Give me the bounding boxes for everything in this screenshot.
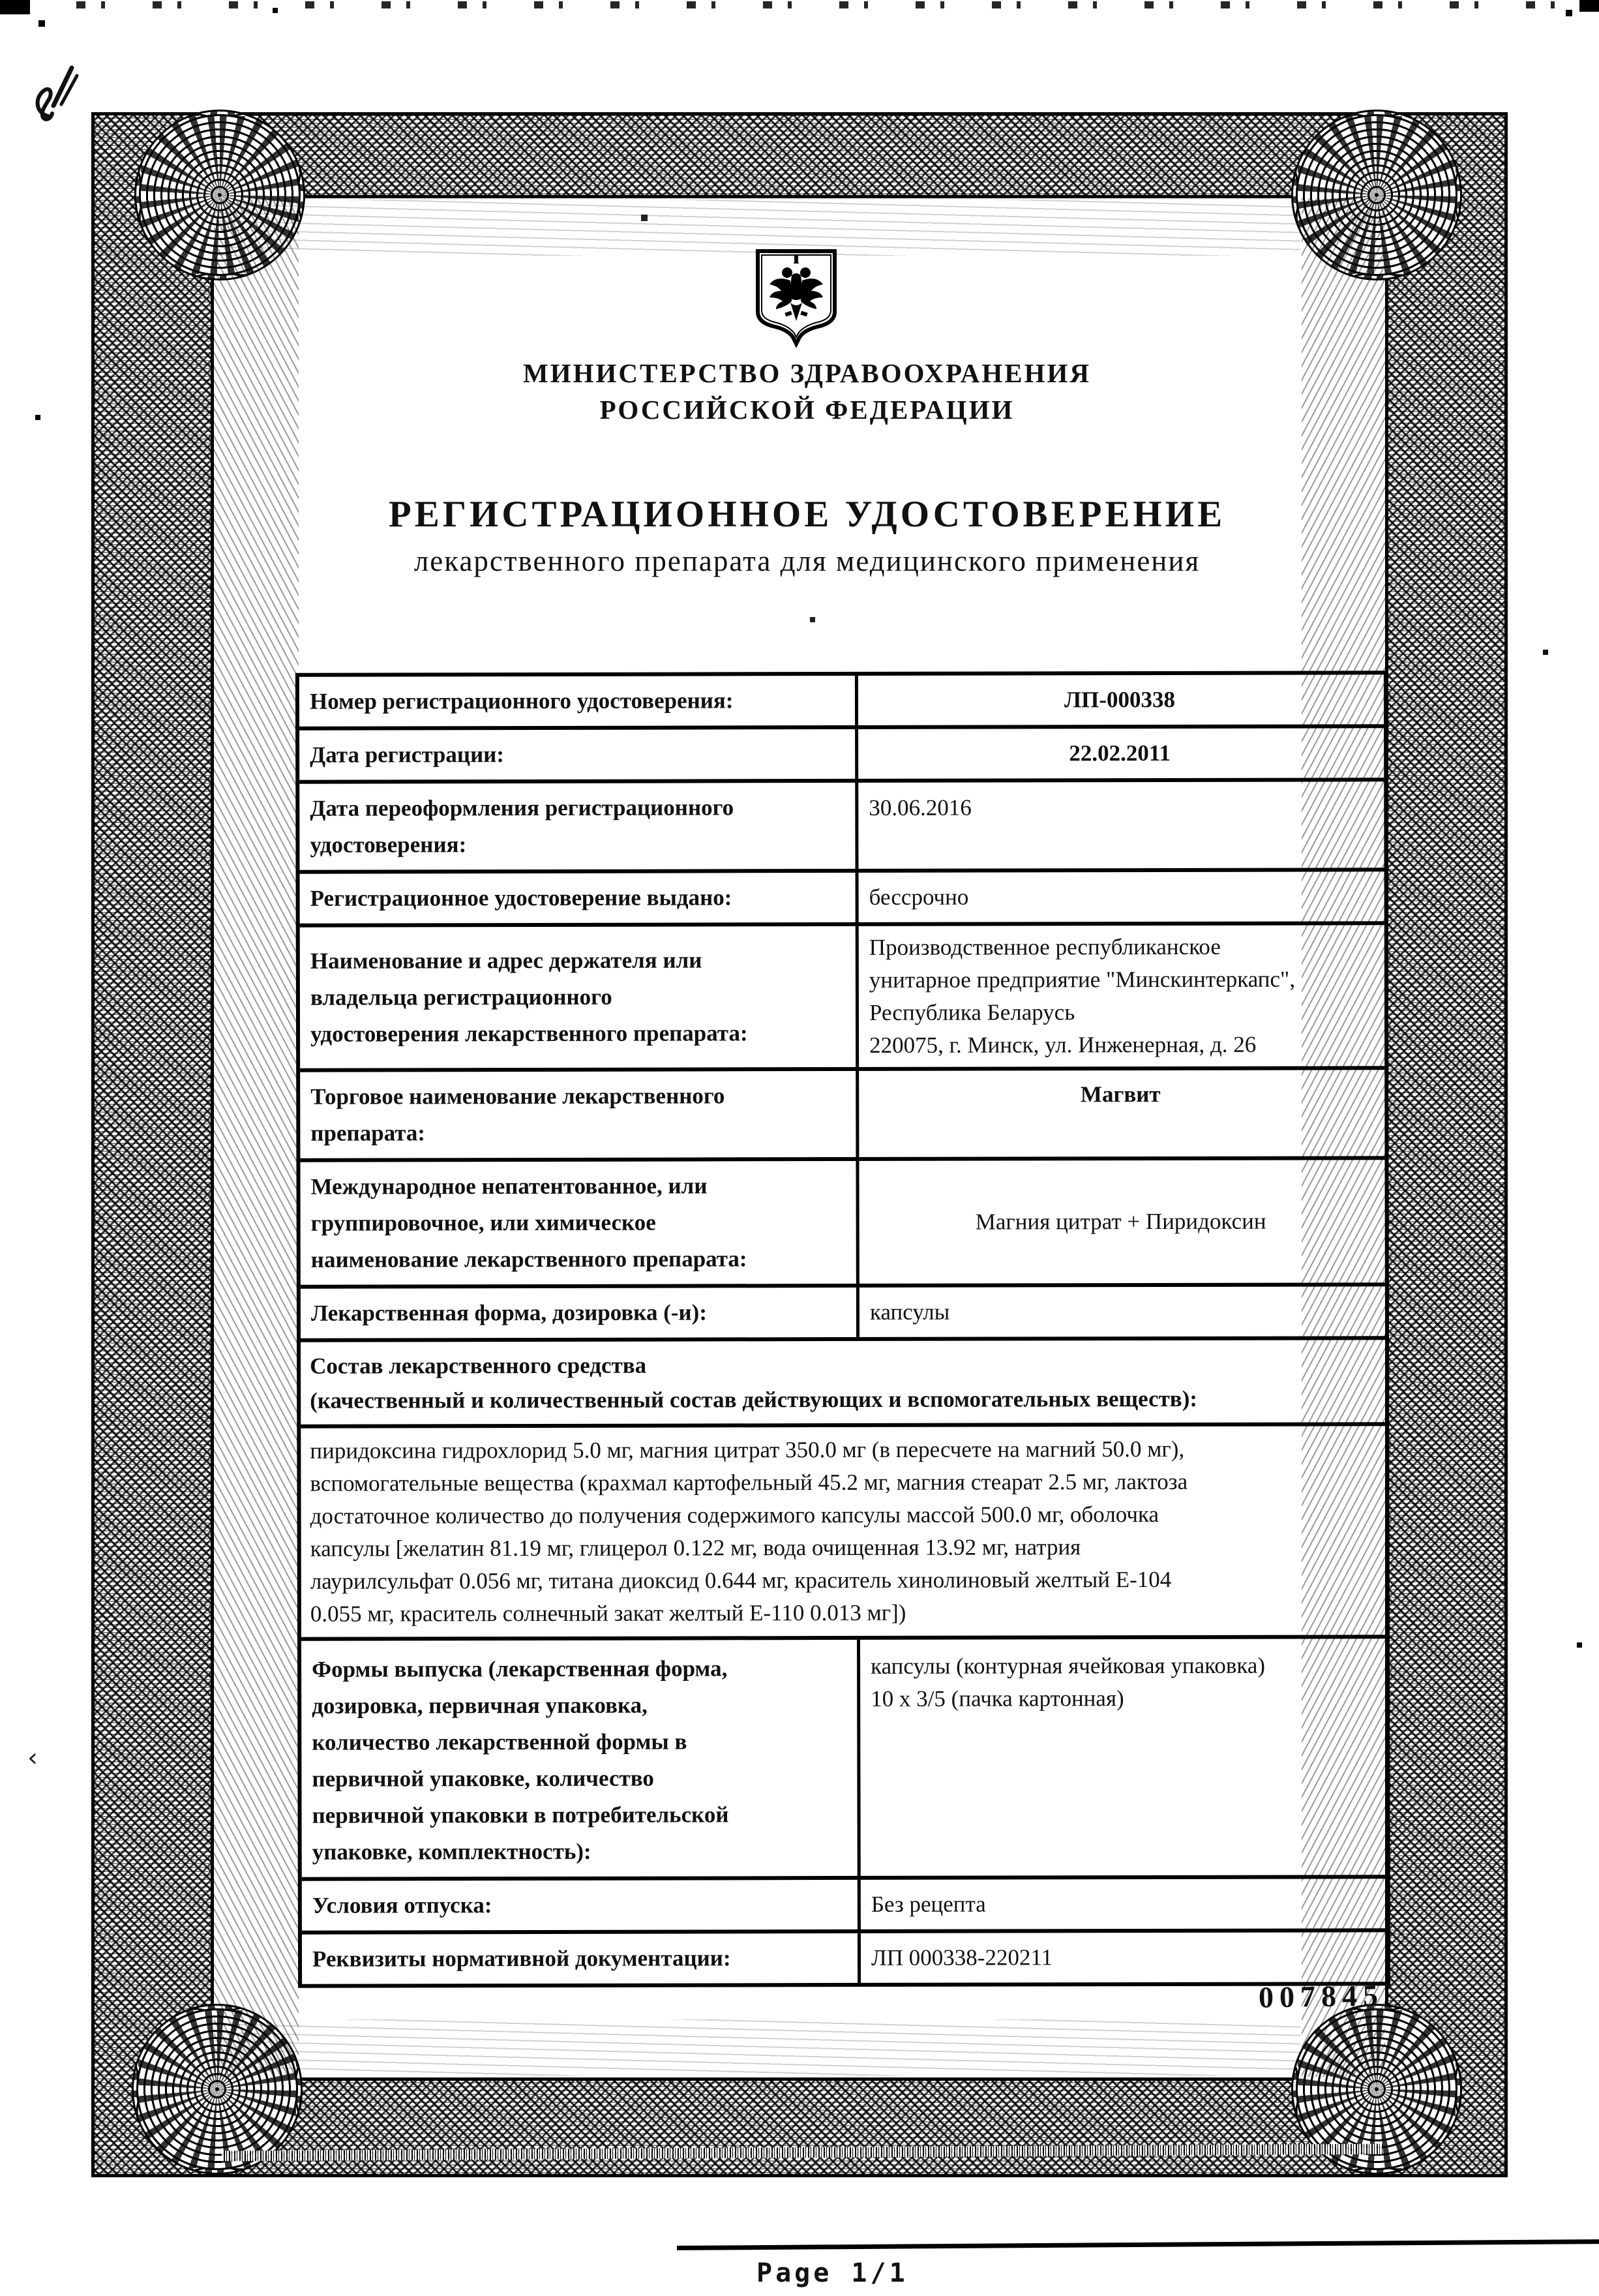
body-line: 0.055 мг, краситель солнечный закат желтый Е-110 0.013 мг]) bbox=[310, 1599, 906, 1627]
table-row-registration-date bbox=[299, 728, 1384, 783]
handwritten-tick-mark: ‹ bbox=[27, 1743, 38, 1773]
document-subtitle: лекарственного препарата для медицинского применения bbox=[413, 545, 1201, 577]
row-value bbox=[855, 728, 1384, 779]
label-line: Номер регистрационного удостоверения: bbox=[309, 687, 734, 714]
row-label bbox=[302, 1933, 858, 1984]
value-line: капсулы bbox=[869, 1299, 950, 1325]
double-headed-eagle-shield-icon bbox=[753, 248, 840, 350]
value-line: 30.06.2016 bbox=[869, 794, 972, 821]
scan-corner-artifact bbox=[0, 0, 30, 14]
certificate-table bbox=[295, 671, 1390, 1988]
value-line: Без рецепта bbox=[871, 1891, 986, 1917]
row-value bbox=[856, 1070, 1384, 1157]
label-line: упаковке, комплектность): bbox=[312, 1838, 591, 1865]
composition-heading bbox=[301, 1340, 1210, 1425]
table-row-reissue-date bbox=[299, 781, 1384, 873]
ministry-name-line1: МИНИСТЕРСТВО ЗДРАВООХРАНЕНИЯ bbox=[523, 358, 1091, 388]
label-line: дозировка, первичная упаковка, bbox=[312, 1692, 648, 1719]
row-value bbox=[856, 925, 1384, 1067]
row-label bbox=[300, 926, 856, 1068]
label-line: Торговое наименование лекарственного bbox=[310, 1083, 725, 1110]
label-line: Дата регистрации: bbox=[310, 742, 505, 768]
value-line: Производственное республиканское bbox=[869, 933, 1221, 960]
form-serial-number: 007845 bbox=[1258, 1978, 1384, 2014]
label-line: Регистрационное удостоверение выдано: bbox=[310, 884, 732, 911]
document-title: РЕГИСТРАЦИОННОЕ УДОСТОВЕРЕНИЕ bbox=[388, 494, 1226, 535]
label-line: Дата переоформления регистрационного bbox=[310, 794, 734, 821]
label-line: Международное непатентованное, или bbox=[310, 1173, 708, 1200]
row-label bbox=[299, 676, 855, 727]
row-label bbox=[302, 1880, 858, 1931]
table-row-issued bbox=[300, 871, 1384, 927]
footer-rule-line bbox=[677, 2239, 1599, 2250]
table-row-inn-name bbox=[300, 1160, 1384, 1288]
body-line: лаурилсульфат 0.056 мг, титана диоксид 0.644 мг, краситель хинолиновый желтый Е-104 bbox=[310, 1566, 1172, 1594]
value-line: капсулы (контурная ячейковая упаковка) bbox=[871, 1652, 1266, 1679]
row-value bbox=[856, 1160, 1384, 1284]
scan-edge-marks bbox=[0, 1, 1599, 8]
row-value bbox=[857, 1639, 1386, 1876]
value-line: 10 х 3/5 (пачка картонная) bbox=[871, 1685, 1124, 1712]
heading-line: (качественный и количественный состав действующих и вспомогательных веществ): bbox=[310, 1385, 1198, 1413]
table-row-dosage-form bbox=[301, 1286, 1385, 1342]
label-line: первичной упаковке, количество bbox=[312, 1765, 654, 1792]
value-line: бессрочно bbox=[869, 884, 969, 910]
table-row-composition-body bbox=[301, 1426, 1386, 1640]
row-value bbox=[855, 674, 1384, 725]
table-row-composition-heading bbox=[301, 1340, 1385, 1428]
label-line: удостоверения: bbox=[310, 832, 467, 858]
table-row-release-forms bbox=[301, 1639, 1386, 1881]
row-value bbox=[858, 1932, 1386, 1983]
value-line: 220075, г. Минск, ул. Инженерная, д. 26 bbox=[869, 1031, 1257, 1058]
body-line: пиридоксина гидрохлорид 5.0 мг, магния цитрат 350.0 мг (в пересчете на магний 50.0 мг), bbox=[310, 1436, 1185, 1464]
row-label bbox=[299, 783, 855, 870]
row-label bbox=[301, 1288, 856, 1338]
row-value bbox=[856, 1286, 1385, 1337]
value-line: Республика Беларусь bbox=[869, 999, 1075, 1025]
moire-pattern bbox=[214, 198, 299, 2077]
table-row-normative-docs bbox=[302, 1932, 1386, 1984]
body-line: достаточное количество до получения содержимого капсулы массой 500.0 мг, оболочка bbox=[310, 1501, 1159, 1529]
row-value bbox=[858, 1879, 1386, 1929]
scan-corner-artifact bbox=[1579, 0, 1599, 12]
label-line: Формы выпуска (лекарственная форма, bbox=[312, 1655, 728, 1682]
body-line: вспомогательные вещества (крахмал картофельный 45.2 мг, магния стеарат 2.5 мг, лактоза bbox=[310, 1468, 1188, 1496]
row-value bbox=[855, 781, 1384, 869]
value-line: ЛП-000338 bbox=[1064, 686, 1176, 713]
value-line: унитарное предприятие "Минскинтеркапс", bbox=[869, 966, 1296, 993]
table-row-registration-number bbox=[299, 674, 1384, 730]
row-value bbox=[856, 871, 1384, 922]
table-row-trade-name bbox=[300, 1070, 1384, 1162]
label-line: первичной упаковки в потребительской bbox=[312, 1802, 729, 1828]
label-line: удостоверения лекарственного препарата: bbox=[310, 1020, 748, 1047]
scan-specks bbox=[0, 0, 3, 3]
label-line: препарата: bbox=[310, 1120, 426, 1146]
label-line: Лекарственная форма, дозировка (-и): bbox=[310, 1299, 708, 1326]
row-label bbox=[300, 1161, 856, 1285]
label-line: Реквизиты нормативной документации: bbox=[312, 1945, 731, 1972]
table-row-holder-name-address bbox=[300, 925, 1384, 1072]
composition-body bbox=[301, 1427, 1201, 1637]
label-line: Условия отпуска: bbox=[312, 1892, 492, 1918]
label-line: наименование лекарственного препарата: bbox=[310, 1246, 747, 1273]
value-line: Магния цитрат + Пиридоксин bbox=[975, 1208, 1266, 1235]
label-line: владельца регистрационного bbox=[310, 984, 612, 1010]
row-label bbox=[299, 729, 855, 780]
label-line: количество лекарственной формы в bbox=[312, 1729, 687, 1755]
value-line: 22.02.2011 bbox=[1069, 740, 1171, 766]
heading-line: Состав лекарственного средства bbox=[310, 1352, 647, 1379]
moire-pattern bbox=[215, 2019, 1300, 2076]
label-line: группировочное, или химическое bbox=[310, 1209, 656, 1236]
value-line: ЛП 000338-220211 bbox=[871, 1944, 1053, 1971]
body-line: капсулы [желатин 81.19 мг, глицерол 0.122 мг, вода очищенная 13.92 мг, натрия bbox=[310, 1534, 1081, 1562]
row-label bbox=[300, 1071, 856, 1158]
table-row-dispensing-conditions bbox=[302, 1879, 1386, 1934]
ministry-name-line2: РОССИЙСКОЙ ФЕДЕРАЦИИ bbox=[599, 395, 1015, 425]
row-label bbox=[300, 873, 856, 924]
handwritten-pen-squiggle bbox=[29, 53, 87, 125]
value-line: Магвит bbox=[1080, 1081, 1161, 1108]
page-number-footer: Page 1/1 bbox=[756, 2258, 908, 2288]
label-line: Наименование и адрес держателя или bbox=[310, 947, 702, 974]
row-label bbox=[301, 1640, 858, 1877]
